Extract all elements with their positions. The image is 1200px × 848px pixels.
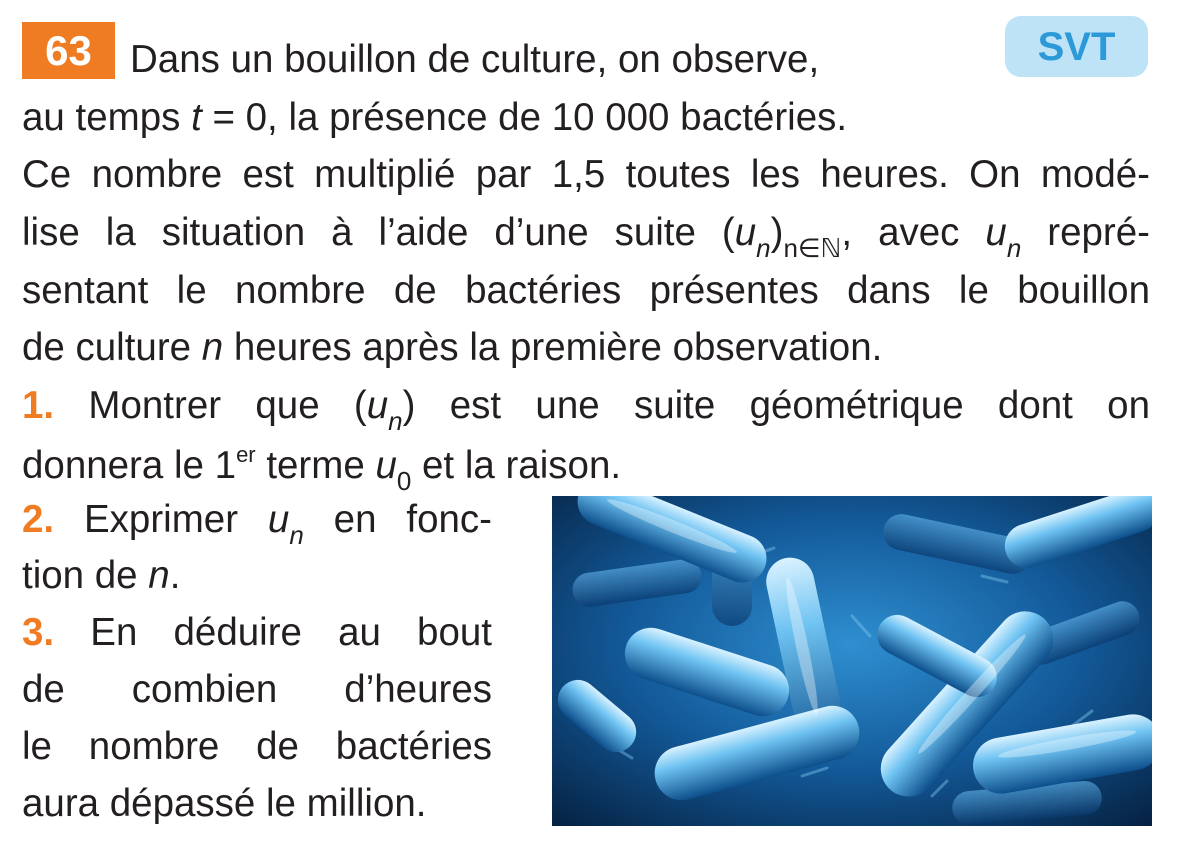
question-3-line-3: le nombre de bactéries [22,725,492,768]
question-3-line-2: de combien d’heures [22,668,492,711]
question-2-line-2: tion de n. [22,554,181,597]
question-3-number: 3. [22,611,55,654]
index-set: n∈ℕ [783,233,842,263]
question-1-line-2: donnera le 1er terme $u_0$ et la raison. [22,442,622,496]
question-1-line-1: 1. Montrer que $(u_n)$ est une suite géométrique dont on [22,384,1150,436]
intro-line-5: sentant le nombre de bactéries présentes dans le bouillon [22,269,1150,312]
intro-line-1: Dans un bouillon de culture, on observe, [130,38,820,81]
intro-line-4: lise la situation à l’aide d’une suite $(u_n)_{n\in ℕ}$, avec $u_n$ repré- [22,211,1150,263]
intro-line-3: Ce nombre est multiplié par 1,5 toutes les heures. On modé- [22,153,1150,196]
question-3-line-4: aura dépassé le million. [22,782,427,825]
bacteria-photo [552,496,1152,826]
question-1-number: 1. [22,384,55,427]
intro-line-2: au temps t = 0, la présence de 10 000 bactéries. [22,96,848,139]
subject-tag: SVT [1005,16,1148,77]
question-2-line-1: 2. Exprimer $u_n$ en fonc- [22,498,492,550]
question-3-line-1: 3. En déduire au bout [22,611,492,654]
intro-line-6: de culture n heures après la première observation. [22,326,883,369]
exercise-number-badge: 63 [22,22,115,79]
question-2-number: 2. [22,498,55,541]
